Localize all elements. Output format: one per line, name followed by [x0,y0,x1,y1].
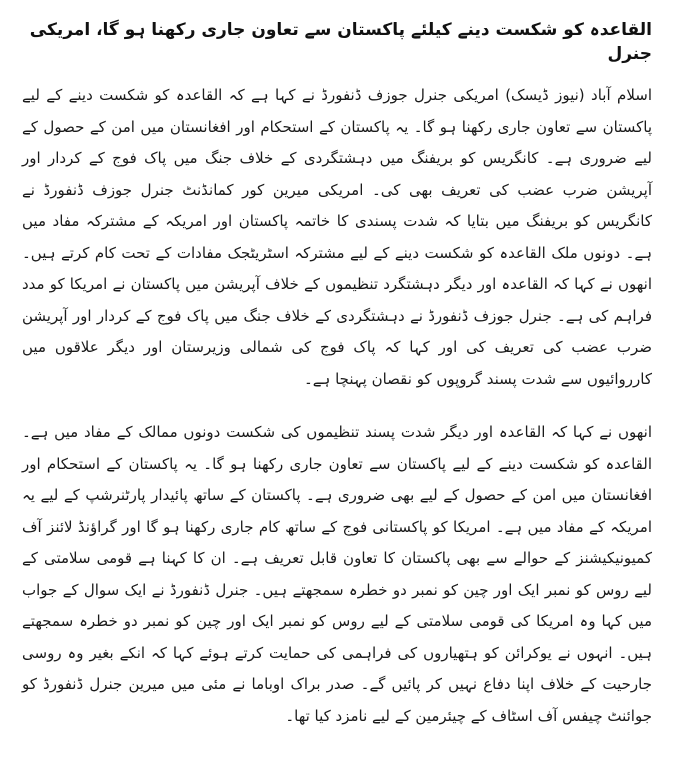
article-headline: القاعدہ کو شکست دینے کیلئے پاکستان سے تعاون جاری رکھنا ہو گا، امریکی جنرل [29,20,652,64]
article-paragraph-2: انھوں نے کہا کہ القاعدہ اور دیگر شدت پسند تنظیموں کی شکست دونوں ممالک کے مفاد میں ہے۔ القاعدہ کو شکست دینے کے لیے پاکستان سے تعاون جاری رکھنا ہو گا۔ یہ پاکستان کے استحکام اور افغانستان میں امن کے حصول کے لیے بھی ضروری ہے۔ پاکستان کے ساتھ پائیدار پارٹنرشپ کے لیے یہ امریکہ کے مفاد میں ہے۔ امریکا کو پاکستانی فوج کے ساتھ کام جاری رکھنا ہو گا اور گراؤنڈ لائنز آف کمیونیکیشنز کے حوالے سے بھی پاکستان کا تعاون قابل تعریف ہے۔ ان کا کہنا ہے قومی سلامتی کے لیے روس کو نمبر ایک اور چین کو نمبر دو خطرہ سمجھتے ہیں۔ جنرل ڈنفورڈ نے ایک سوال کے جواب میں کہا وہ امریکا کی قومی سلامتی کے لیے روس کو نمبر ایک اور چین کو نمبر دو خطرہ سمجھتے ہیں۔ انہوں نے یوکرائن کو ہتھیاروں کی فراہمی کی حمایت کرتے ہوئے کہا کہ انکے بغیر وہ روسی جارحیت کے خلاف اپنا دفاع نہیں کر پائیں گے۔ صدر براک اوباما نے مئی میں میرین جنرل ڈنفورڈ کو جوائنٹ چیفس آف اسٹاف کے چیئرمین کے لیے نامزد کیا تھا۔ [22,423,652,725]
article-paragraph-1: اسلام آباد (نیوز ڈیسک) امریکی جنرل جوزف ڈنفورڈ نے کہا ہے کہ القاعدہ کو شکست دینے کے لیے پاکستان سے تعاون جاری رکھنا ہو گا۔ یہ پاکستان کے استحکام اور افغانستان میں امن کے حصول کے لیے ضروری ہے۔ کانگریس کو بریفنگ میں دہشتگردی کے خلاف جنگ میں پاک فوج کے کردار اور آپریشن ضرب عضب کی تعریف بھی کی۔ امریکی میرین کور کمانڈنٹ جنرل جوزف ڈنفورڈ نے کانگریس کو بریفنگ میں بتایا کہ شدت پسندی کا خاتمہ پاکستان اور امریکہ کے مشترکہ مفاد میں ہے۔ دونوں ملک القاعدہ کو شکست دینے کے لیے مشترکہ اسٹریٹجک مفادات کے تحت کام کرتے ہیں۔ انھوں نے کہا کہ القاعدہ اور دیگر دہشتگرد تنظیموں کے خلاف آپریشن میں پاکستان نے امریکا کو مدد فراہم کی ہے۔ جنرل جوزف ڈنفورڈ نے دہشتگردی کے خلاف جنگ میں پاک فوج کے کردار اور آپریشن ضرب عضب کی تعریف کی اور کہا کہ پاک فوج کی شمالی وزیرستان اور دیگر علاقوں میں کارروائیوں سے شدت پسند گروپوں کو نقصان پہنچا ہے۔ [22,86,652,388]
